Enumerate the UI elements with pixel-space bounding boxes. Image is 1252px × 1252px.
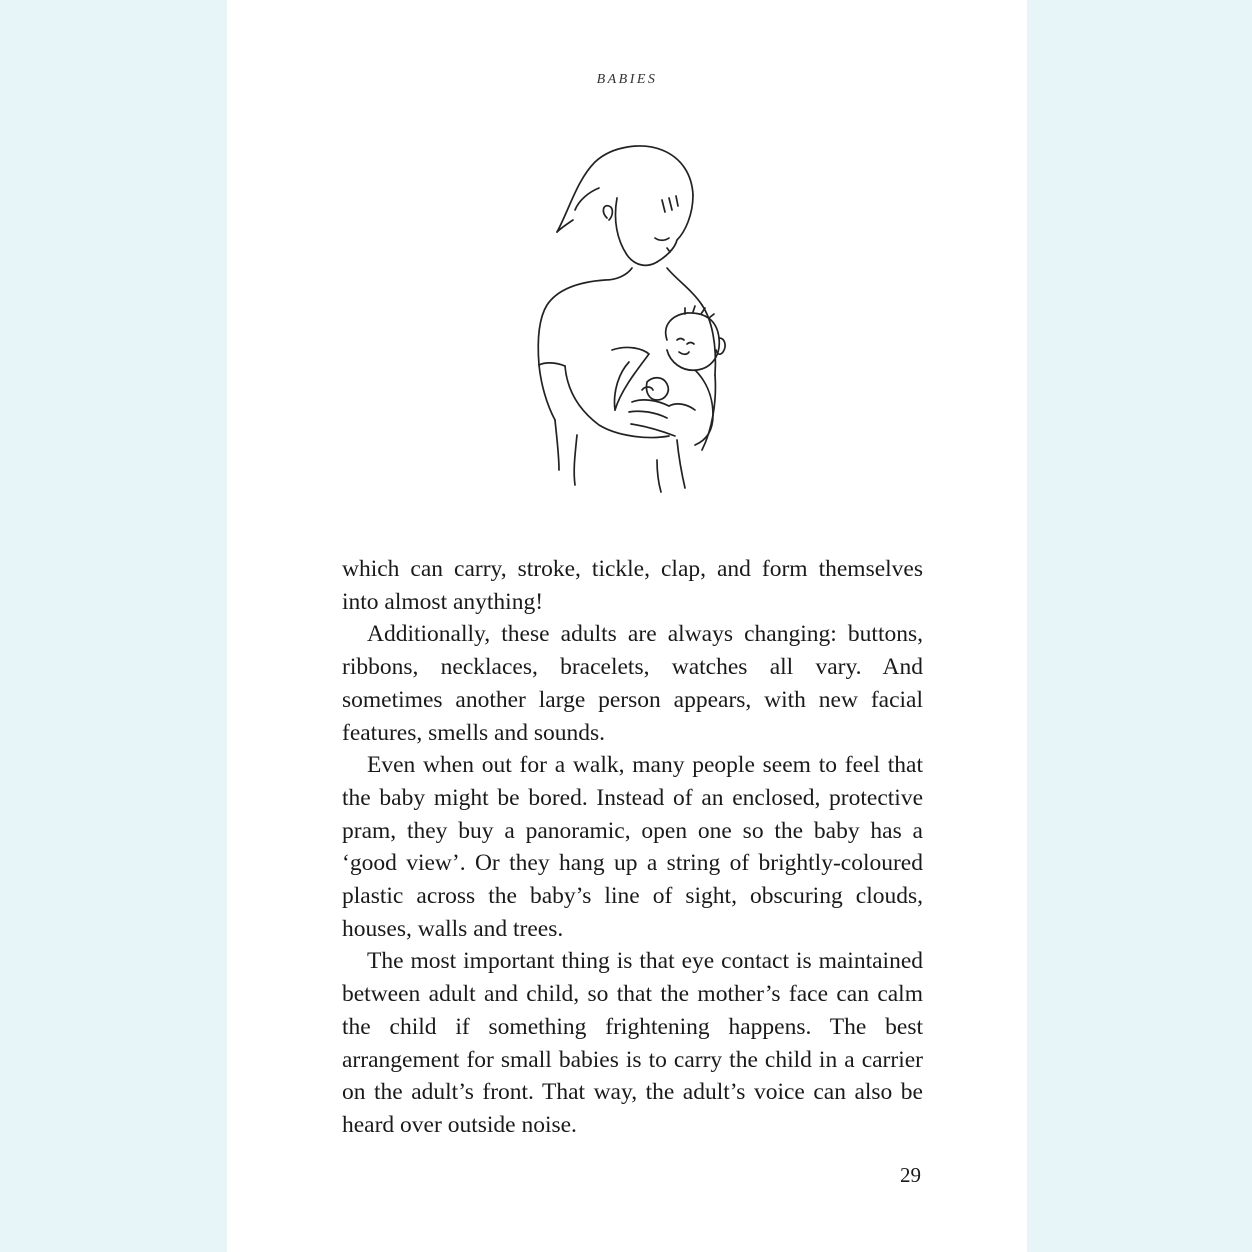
- paragraph: Additionally, these adults are always changing: buttons, ribbons, necklaces, bracelets, watches all vary. And sometimes another large person appears, with new facial features, smells and sounds.: [342, 621, 923, 746]
- page-number: 29: [900, 1163, 921, 1187]
- paragraph: Even when out for a walk, many people seem to feel that the baby might be bored. Instead of an enclosed, protective pram, they buy a panoramic, open one so the baby has a ‘good view’. Or they hang up a string of brightly-coloured plastic across the baby’s line of sight, obscuring clouds, houses, walls and trees.: [342, 752, 923, 942]
- running-head: BABIES: [596, 72, 658, 87]
- book-page: [227, 0, 1027, 1252]
- body-text: [342, 553, 923, 1142]
- paragraph: The most important thing is that eye contact is maintained between adult and child, so that the mother’s face can calm the child if something frightening happens. The best arrangement for small babies is to carry the child in a carrier on the adult’s front. That way, the adult’s voice can also be heard over outside noise.: [342, 948, 923, 1138]
- paragraph: which can carry, stroke, tickle, clap, and form themselves into almost anything!: [342, 556, 923, 615]
- mother-holding-baby-line-drawing-icon: [517, 140, 747, 500]
